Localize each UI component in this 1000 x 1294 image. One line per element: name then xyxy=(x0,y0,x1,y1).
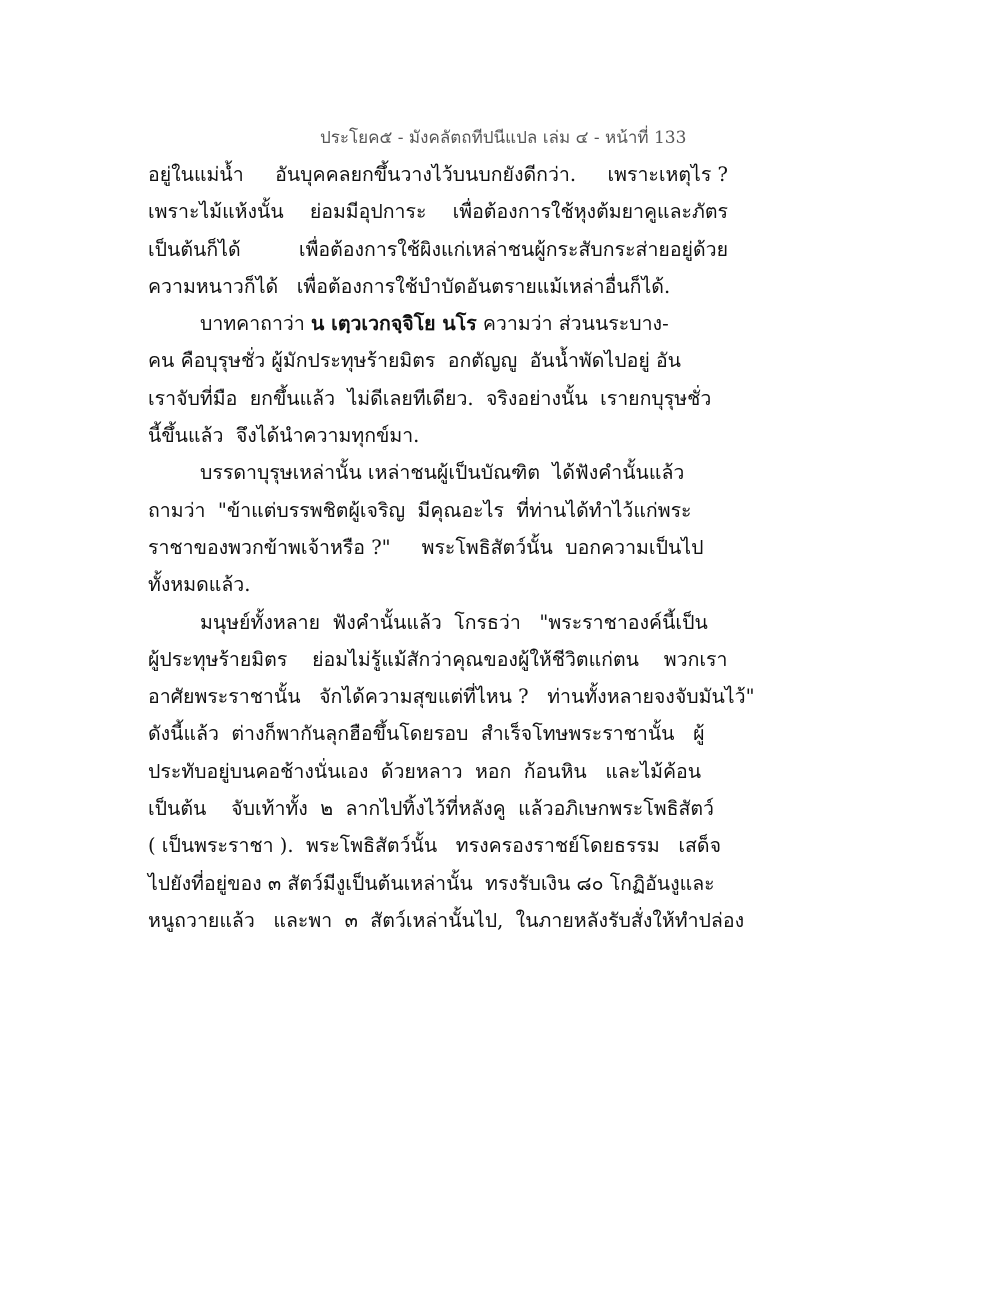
pali-term: น เตฺวเวกจฺจิโย นโร xyxy=(311,312,477,336)
text-line: บรรดาบุรุษเหล่านั้น เหล่าชนผู้เป็นบัณฑิต ได้ฟังคำนั้นแล้ว xyxy=(200,461,685,485)
text-segment: บาทคาถาว่า xyxy=(200,312,312,336)
text-line xyxy=(148,156,728,193)
text-segment: ความว่า ส่วนนระบาง- xyxy=(476,312,669,336)
text-line: ถามว่า "ข้าแต่บรรพชิตผู้เจริญ มีคุณอะไร ที่ท่านได้ทำไว้แก่พระ xyxy=(148,498,692,522)
text-line xyxy=(148,305,728,342)
text-line: เราจับที่มือ ยกขึ้นแล้ว ไม่ดีเลยทีเดียว. จริงอย่างนั้น เรายกบุรุษชั่ว xyxy=(148,386,712,410)
text-line: ผู้ประทุษร้ายมิตร ย่อมไม่รู้แม้สักว่าคุณของผู้ให้ชีวิตแก่ตน พวกเรา xyxy=(148,647,728,671)
text-line: นี้ขึ้นแล้ว จึงได้นำความทุกข์มา. xyxy=(148,424,420,448)
text-segment: เพราะไม้แห้งนั้น xyxy=(148,200,284,224)
text-line: ไปยังที่อยู่ของ ๓ สัตว์มีงูเป็นต้นเหล่านั้น ทรงรับเงิน ๘๐ โกฏิอันงูและ xyxy=(148,871,715,895)
text-segment: เป็นต้นก็ได้ xyxy=(148,237,241,261)
text-line: ทั้งหมดแล้ว. xyxy=(148,573,251,597)
text-segment: อันบุคคลยกขึ้นวางไว้บนบกยังดีกว่า. xyxy=(275,163,577,186)
text-line xyxy=(148,193,728,230)
text-line xyxy=(148,231,728,268)
text-line: ดังนี้แล้ว ต่างก็พากันลุกฮือขึ้นโดยรอบ สำเร็จโทษพระราชานั้น ผู้ xyxy=(148,722,705,746)
text-segment: เพื่อต้องการใช้หุงต้มยาคูและภัตร xyxy=(452,200,728,224)
text-segment: อยู่ในแม่น้ำ xyxy=(148,163,244,186)
body-text xyxy=(148,156,755,939)
text-line: เป็นต้น จับเท้าทั้ง ๒ ลากไปทิ้งไว้ที่หลังคู แล้วอภิเษกพระโพธิสัตว์ xyxy=(148,797,715,821)
text-line: มนุษย์ทั้งหลาย ฟังคำนั้นแล้ว โกรธว่า "พระราชาองค์นี้เป็น xyxy=(200,610,708,634)
text-segment: ย่อมมีอุปการะ xyxy=(309,200,427,224)
text-line: ประทับอยู่บนคอช้างนั่นเอง ด้วยหลาว หอก ก้อนหิน และไม้ค้อน xyxy=(148,759,702,783)
text-line: หนูถวายแล้ว และพา ๓ สัตว์เหล่านั้นไป, ในภายหลังรับสั่งให้ทำปล่อง xyxy=(148,908,745,932)
page-header: ประโยค๕ - มังคลัตถทีปนีแปล เล่ม ๔ - หน้าที่ 133 xyxy=(320,128,687,148)
text-line: ความหนาวก็ได้ เพื่อต้องการใช้บำบัดอันตรายแม้เหล่าอื่นก็ได้. xyxy=(148,274,671,298)
text-line: ราชาของพวกข้าพเจ้าหรือ ?" พระโพธิสัตว์นั้น บอกความเป็นไป xyxy=(148,535,704,559)
text-line: อาศัยพระราชานั้น จักได้ความสุขแต่ที่ไหน ? ท่านทั้งหลายจงจับมันไว้" xyxy=(148,685,755,709)
text-segment: เพื่อต้องการใช้ผิงแก่เหล่าชนผู้กระสับกระส่ายอยู่ด้วย xyxy=(298,237,728,261)
text-segment: เพราะเหตุไร ? xyxy=(607,163,728,186)
text-line: คน คือบุรุษชั่ว ผู้มักประทุษร้ายมิตร อกตัญญู อันน้ำพัดไปอยู่ อัน xyxy=(148,349,681,373)
text-line: ( เป็นพระราชา ). พระโพธิสัตว์นั้น ทรงครองราชย์โดยธรรม เสด็จ xyxy=(148,834,721,858)
